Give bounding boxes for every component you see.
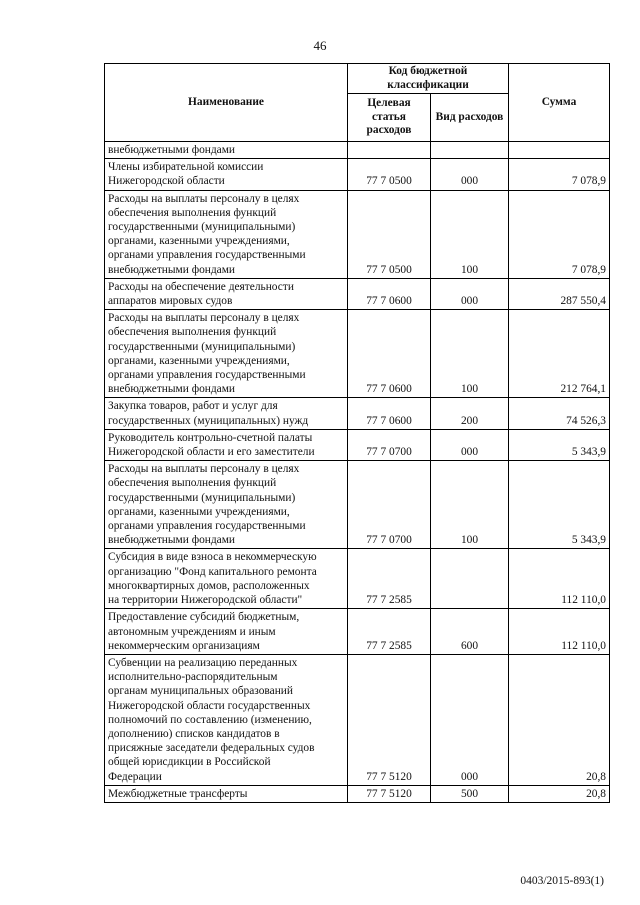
row-sum-cell: 212 764,1	[509, 310, 610, 398]
row-sum-cell: 112 110,0	[509, 549, 610, 609]
page-number: 46	[313, 38, 327, 53]
row-name-cell: Расходы на выплаты персоналу в целях обеспечения выполнения функций государственными (муниципальными) органами, казенными учреждениями, органами управления государственными внебюджетными фондами	[105, 310, 348, 398]
row-sum-cell: 7 078,9	[509, 159, 610, 190]
row-name-cell: Члены избирательной комиссии Нижегородской области	[105, 159, 348, 190]
header-name: Наименование	[105, 64, 348, 142]
table-row	[105, 429, 610, 460]
table-row	[105, 398, 610, 429]
row-vr-cell	[431, 549, 509, 609]
row-name-cell: Предоставление субсидий бюджетным, автономным учреждениям и иным некоммерческим организациям	[105, 609, 348, 655]
table-row	[105, 785, 610, 802]
header-code-group: Код бюджетной классификации	[348, 64, 509, 94]
table-row	[105, 159, 610, 190]
row-csr-cell: 77 7 5120	[348, 654, 431, 785]
table-row	[105, 190, 610, 278]
row-sum-cell: 7 078,9	[509, 190, 610, 278]
table-body	[105, 142, 610, 803]
row-name-cell: Расходы на выплаты персоналу в целях обеспечения выполнения функций государственными (муниципальными) органами, казенными учреждениями, органами управления государственными внебюджетными фондами	[105, 190, 348, 278]
table-row	[105, 278, 610, 309]
row-sum-cell: 74 526,3	[509, 398, 610, 429]
row-vr-cell: 000	[431, 654, 509, 785]
row-sum-cell: 112 110,0	[509, 609, 610, 655]
row-sum-cell: 5 343,9	[509, 429, 610, 460]
row-name-cell: внебюджетными фондами	[105, 142, 348, 159]
row-csr-cell: 77 7 2585	[348, 609, 431, 655]
table-row	[105, 310, 610, 398]
row-vr-cell: 100	[431, 461, 509, 549]
row-vr-cell: 000	[431, 429, 509, 460]
row-vr-cell: 200	[431, 398, 509, 429]
header-csr: Целевая статья расходов	[348, 94, 431, 142]
row-csr-cell: 77 7 5120	[348, 785, 431, 802]
row-name-cell: Субвенции на реализацию переданных исполнительно-распорядительным органам муниципальных образований Нижегородской области государственных полномочий по составлению (изменению, дополнению) списков кандидатов в присяжные заседатели федеральных судов общей юрисдикции в Российской Федерации	[105, 654, 348, 785]
row-csr-cell: 77 7 0600	[348, 278, 431, 309]
row-csr-cell: 77 7 0600	[348, 310, 431, 398]
row-vr-cell: 600	[431, 609, 509, 655]
row-name-cell: Субсидия в виде взноса в некоммерческую организацию "Фонд капитального ремонта многоквартирных домов, расположенных на территории Нижегородской области"	[105, 549, 348, 609]
budget-table	[104, 63, 610, 803]
row-sum-cell: 20,8	[509, 785, 610, 802]
table-row	[105, 654, 610, 785]
row-csr-cell: 77 7 0600	[348, 398, 431, 429]
row-sum-cell: 287 550,4	[509, 278, 610, 309]
row-vr-cell	[431, 142, 509, 159]
row-name-cell: Расходы на выплаты персоналу в целях обеспечения выполнения функций государственными (муниципальными) органами, казенными учреждениями, органами управления государственными внебюджетными фондами	[105, 461, 348, 549]
document-number: 0403/2015-893(1)	[520, 875, 604, 887]
table-row	[105, 461, 610, 549]
row-sum-cell: 5 343,9	[509, 461, 610, 549]
row-csr-cell: 77 7 0700	[348, 461, 431, 549]
table-row	[105, 142, 610, 159]
row-sum-cell: 20,8	[509, 654, 610, 785]
table-row	[105, 549, 610, 609]
row-name-cell: Межбюджетные трансферты	[105, 785, 348, 802]
row-vr-cell: 000	[431, 159, 509, 190]
row-name-cell: Расходы на обеспечение деятельности аппаратов мировых судов	[105, 278, 348, 309]
row-csr-cell: 77 7 2585	[348, 549, 431, 609]
row-vr-cell: 100	[431, 310, 509, 398]
row-csr-cell: 77 7 0500	[348, 159, 431, 190]
row-name-cell: Руководитель контрольно-счетной палаты Нижегородской области и его заместители	[105, 429, 348, 460]
header-vr: Вид расходов	[431, 94, 509, 142]
row-csr-cell: 77 7 0700	[348, 429, 431, 460]
row-vr-cell: 500	[431, 785, 509, 802]
table-row	[105, 609, 610, 655]
row-csr-cell	[348, 142, 431, 159]
row-vr-cell: 100	[431, 190, 509, 278]
row-sum-cell	[509, 142, 610, 159]
row-name-cell: Закупка товаров, работ и услуг для государственных (муниципальных) нужд	[105, 398, 348, 429]
row-vr-cell: 000	[431, 278, 509, 309]
row-csr-cell: 77 7 0500	[348, 190, 431, 278]
header-sum: Сумма	[509, 64, 610, 142]
